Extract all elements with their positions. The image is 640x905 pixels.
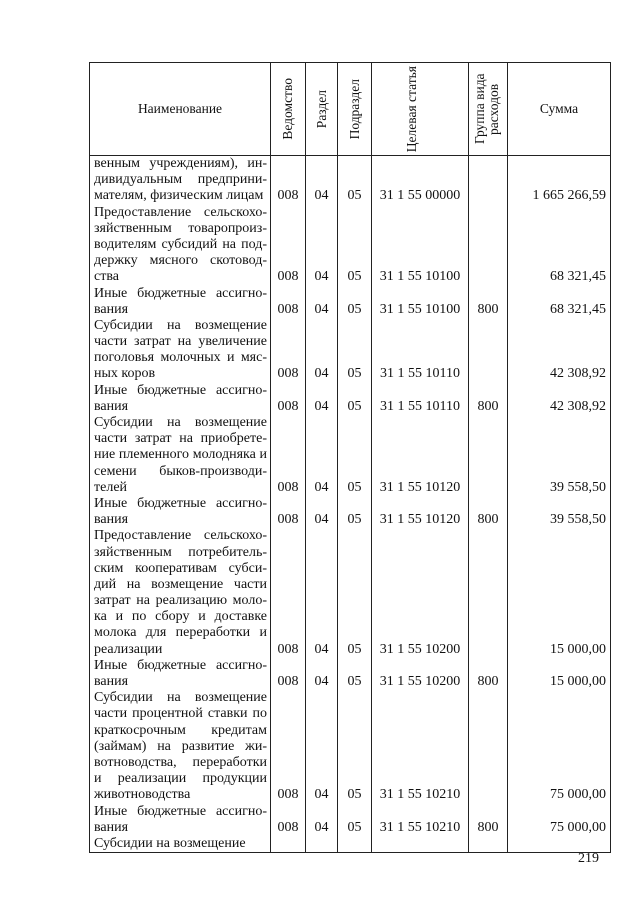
vedomstvo-cell: 008 <box>271 205 306 286</box>
celevaya-statya-cell: 31 1 55 10210 <box>372 690 469 803</box>
name-line: ства <box>94 269 119 285</box>
name-line: и реализации продукции <box>94 771 267 787</box>
vedomstvo-cell: 008 <box>271 496 306 528</box>
name-line: Предоставление сельскохо- <box>94 528 267 544</box>
header-razdel-cell <box>306 63 338 156</box>
name-line: дий на возмещение части <box>94 576 267 592</box>
gruppa-vida-cell: 800 <box>469 383 508 415</box>
podrazdel-cell: 05 <box>338 415 372 496</box>
name-line: телей <box>94 479 128 495</box>
vedomstvo-cell <box>271 836 306 853</box>
name-cell <box>90 690 271 803</box>
name-cell <box>90 156 271 205</box>
header-vedomstvo: Ведомство <box>280 78 295 140</box>
name-line: дивидуальным предприни- <box>94 172 267 188</box>
table-row <box>90 383 611 415</box>
razdel-cell: 04 <box>306 156 338 205</box>
name-line: поголовья молочных и мяс- <box>94 350 267 366</box>
podrazdel-cell: 05 <box>338 383 372 415</box>
podrazdel-cell: 05 <box>338 658 372 690</box>
name-cell <box>90 804 271 836</box>
razdel-cell: 04 <box>306 658 338 690</box>
name-line: части затрат на приобрете- <box>94 431 267 447</box>
summa-cell: 15 000,00 <box>508 658 611 690</box>
celevaya-statya-cell: 31 1 55 10110 <box>372 318 469 383</box>
vedomstvo-cell: 008 <box>271 286 306 318</box>
gruppa-vida-cell <box>469 318 508 383</box>
vedomstvo-cell: 008 <box>271 415 306 496</box>
table-header <box>90 63 611 156</box>
name-line: Иные бюджетные ассигно- <box>94 285 267 301</box>
summa-cell: 42 308,92 <box>508 318 611 383</box>
budget-table <box>89 62 611 853</box>
name-line: зяйственным товаропроиз- <box>94 220 267 236</box>
gruppa-vida-cell <box>469 528 508 658</box>
name-line: вания <box>94 398 129 414</box>
name-cell <box>90 415 271 496</box>
vedomstvo-cell: 008 <box>271 804 306 836</box>
summa-cell: 42 308,92 <box>508 383 611 415</box>
name-line: краткосрочным кредитам <box>94 722 267 738</box>
podrazdel-cell: 05 <box>338 804 372 836</box>
vedomstvo-cell: 008 <box>271 318 306 383</box>
gruppa-vida-cell <box>469 156 508 205</box>
name-line: вания <box>94 301 129 317</box>
name-line: Иные бюджетные ассигно- <box>94 657 267 673</box>
name-line: (займам) на развитие жи- <box>94 738 267 754</box>
page-number: 219 <box>578 851 599 866</box>
name-cell <box>90 528 271 658</box>
name-line: Предоставление сельскохо- <box>94 204 267 220</box>
header-summa: Сумма <box>508 63 611 156</box>
celevaya-statya-cell <box>372 836 469 853</box>
header-gruppa-vida-rashodov: Группа вида расходов <box>472 73 501 145</box>
razdel-cell: 04 <box>306 383 338 415</box>
gruppa-vida-cell <box>469 690 508 803</box>
vedomstvo-cell: 008 <box>271 528 306 658</box>
name-line: затрат на реализацию моло- <box>94 593 267 609</box>
celevaya-statya-cell: 31 1 55 10100 <box>372 205 469 286</box>
podrazdel-cell <box>338 836 372 853</box>
name-line: вания <box>94 674 129 689</box>
summa-cell: 39 558,50 <box>508 496 611 528</box>
celevaya-statya-cell: 31 1 55 10100 <box>372 286 469 318</box>
vedomstvo-cell: 008 <box>271 658 306 690</box>
podrazdel-cell: 05 <box>338 286 372 318</box>
summa-cell: 75 000,00 <box>508 690 611 803</box>
name-line: семени быков-производи- <box>94 463 267 479</box>
header-celevaya-statya-cell <box>372 63 469 156</box>
celevaya-statya-cell: 31 1 55 10200 <box>372 528 469 658</box>
name-line: держку мясного скотовод- <box>94 253 267 269</box>
name-line: Иные бюджетные ассигно- <box>94 803 267 819</box>
gruppa-vida-cell: 800 <box>469 658 508 690</box>
name-line: Иные бюджетные ассигно- <box>94 495 267 511</box>
razdel-cell: 04 <box>306 804 338 836</box>
celevaya-statya-cell: 31 1 55 00000 <box>372 156 469 205</box>
summa-cell: 1 665 266,59 <box>508 156 611 205</box>
podrazdel-cell: 05 <box>338 496 372 528</box>
header-name: Наименование <box>90 63 271 156</box>
name-cell <box>90 286 271 318</box>
name-line: вания <box>94 512 129 528</box>
table-row <box>90 836 611 853</box>
vedomstvo-cell: 008 <box>271 156 306 205</box>
header-podrazdel: Подраздел <box>346 78 362 140</box>
header-gruppa-vida-cell <box>469 63 508 156</box>
razdel-cell: 04 <box>306 415 338 496</box>
razdel-cell: 04 <box>306 528 338 658</box>
name-line: вотноводства, переработки <box>94 754 267 770</box>
name-line: реализации <box>94 641 163 657</box>
header-podrazdel-cell <box>338 63 372 156</box>
table-row <box>90 156 611 205</box>
razdel-cell: 04 <box>306 205 338 286</box>
celevaya-statya-cell: 31 1 55 10200 <box>372 658 469 690</box>
name-line: Субсидии на возмещение <box>94 690 267 706</box>
table-row <box>90 528 611 658</box>
gruppa-vida-cell: 800 <box>469 496 508 528</box>
gruppa-vida-cell: 800 <box>469 804 508 836</box>
name-cell <box>90 658 271 690</box>
table-row <box>90 804 611 836</box>
name-line: водителям субсидий на под- <box>94 236 267 252</box>
name-cell <box>90 318 271 383</box>
summa-cell: 75 000,00 <box>508 804 611 836</box>
name-line: ние племенного молодняка и <box>94 447 267 463</box>
name-cell <box>90 496 271 528</box>
razdel-cell: 04 <box>306 690 338 803</box>
podrazdel-cell: 05 <box>338 156 372 205</box>
name-line: ных коров <box>94 366 156 382</box>
razdel-cell: 04 <box>306 286 338 318</box>
table-row <box>90 318 611 383</box>
name-cell <box>90 383 271 415</box>
name-cell <box>90 836 271 853</box>
vedomstvo-cell: 008 <box>271 383 306 415</box>
name-line: вания <box>94 819 129 835</box>
name-line: молока для переработки и <box>94 625 267 641</box>
name-line: Иные бюджетные ассигно- <box>94 382 267 398</box>
summa-cell: 68 321,45 <box>508 286 611 318</box>
celevaya-statya-cell: 31 1 55 10210 <box>372 804 469 836</box>
table-row <box>90 205 611 286</box>
gruppa-vida-cell <box>469 836 508 853</box>
name-cell <box>90 205 271 286</box>
header-vedomstvo-cell <box>271 63 306 156</box>
summa-cell: 15 000,00 <box>508 528 611 658</box>
table-row <box>90 496 611 528</box>
table-row <box>90 690 611 803</box>
table-body <box>90 156 611 853</box>
razdel-cell: 04 <box>306 496 338 528</box>
name-line: части процентной ставки по <box>94 706 267 722</box>
gruppa-vida-cell <box>469 205 508 286</box>
gruppa-vida-cell: 800 <box>469 286 508 318</box>
name-line: ка и по сбору и доставке <box>94 609 267 625</box>
name-line: зяйственным потребитель- <box>94 544 267 560</box>
name-line: ским кооперативам субси- <box>94 560 267 576</box>
celevaya-statya-cell: 31 1 55 10120 <box>372 415 469 496</box>
podrazdel-cell: 05 <box>338 205 372 286</box>
gruppa-vida-cell <box>469 415 508 496</box>
celevaya-statya-cell: 31 1 55 10120 <box>372 496 469 528</box>
name-line: Субсидии на возмещение <box>94 835 246 851</box>
vedomstvo-cell: 008 <box>271 690 306 803</box>
header-celevaya-statya: Целевая статья <box>404 65 419 153</box>
celevaya-statya-cell: 31 1 55 10110 <box>372 383 469 415</box>
name-line: венным учреждениям), ин- <box>94 156 267 171</box>
name-line: Субсидии на возмещение <box>94 317 267 333</box>
podrazdel-cell: 05 <box>338 318 372 383</box>
header-razdel: Раздел <box>313 89 329 129</box>
razdel-cell: 04 <box>306 318 338 383</box>
summa-cell: 68 321,45 <box>508 205 611 286</box>
summa-cell: 39 558,50 <box>508 415 611 496</box>
name-line: животноводства <box>94 787 191 803</box>
table-row <box>90 286 611 318</box>
table-row <box>90 658 611 690</box>
podrazdel-cell: 05 <box>338 690 372 803</box>
name-line: части затрат на увеличение <box>94 334 267 350</box>
podrazdel-cell: 05 <box>338 528 372 658</box>
name-line: Субсидии на возмещение <box>94 415 267 430</box>
name-line: мателям, физическим лицам <box>94 188 264 204</box>
table-row <box>90 415 611 496</box>
razdel-cell <box>306 836 338 853</box>
